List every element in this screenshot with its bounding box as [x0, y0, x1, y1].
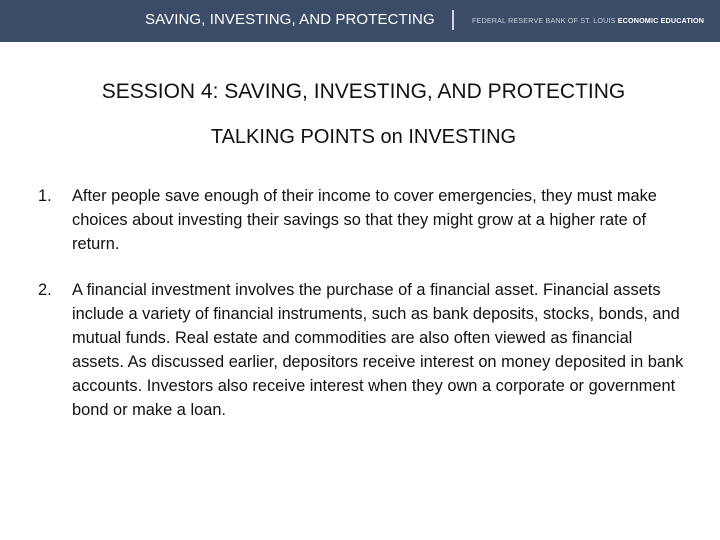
talking-points-list — [38, 184, 688, 444]
point-number: 1. — [38, 187, 52, 205]
point-text: A financial investment involves the purchase of a financial asset. Financial assets include a variety of financial instruments, such as bank deposits, stocks, bonds, and mutual funds. Real estate and commodities are also often viewed as financial assets. As discussed earlier, depositors receive interest on money deposited in bank accounts. Investors also receive interest when they own a corporate or government bond or make a loan. — [72, 281, 684, 419]
header-bar — [0, 0, 720, 42]
organization-program: ECONOMIC EDUCATION — [617, 16, 705, 25]
header-title: SAVING, INVESTING, AND PROTECTING — [145, 11, 435, 28]
point-text: After people save enough of their income to cover emergencies, they must make choices about investing their savings so that they might grow at a higher rate of return. — [72, 187, 657, 253]
point-number: 2. — [38, 281, 52, 299]
organization-logo — [472, 16, 704, 25]
session-title: SESSION 4: SAVING, INVESTING, AND PROTECTING — [101, 80, 626, 103]
talking-point — [38, 278, 688, 422]
header-divider — [452, 10, 454, 30]
organization-name: FEDERAL RESERVE BANK OF ST. LOUIS — [472, 16, 616, 25]
talking-point — [38, 184, 688, 256]
talking-points-heading: TALKING POINTS on INVESTING — [210, 126, 517, 148]
